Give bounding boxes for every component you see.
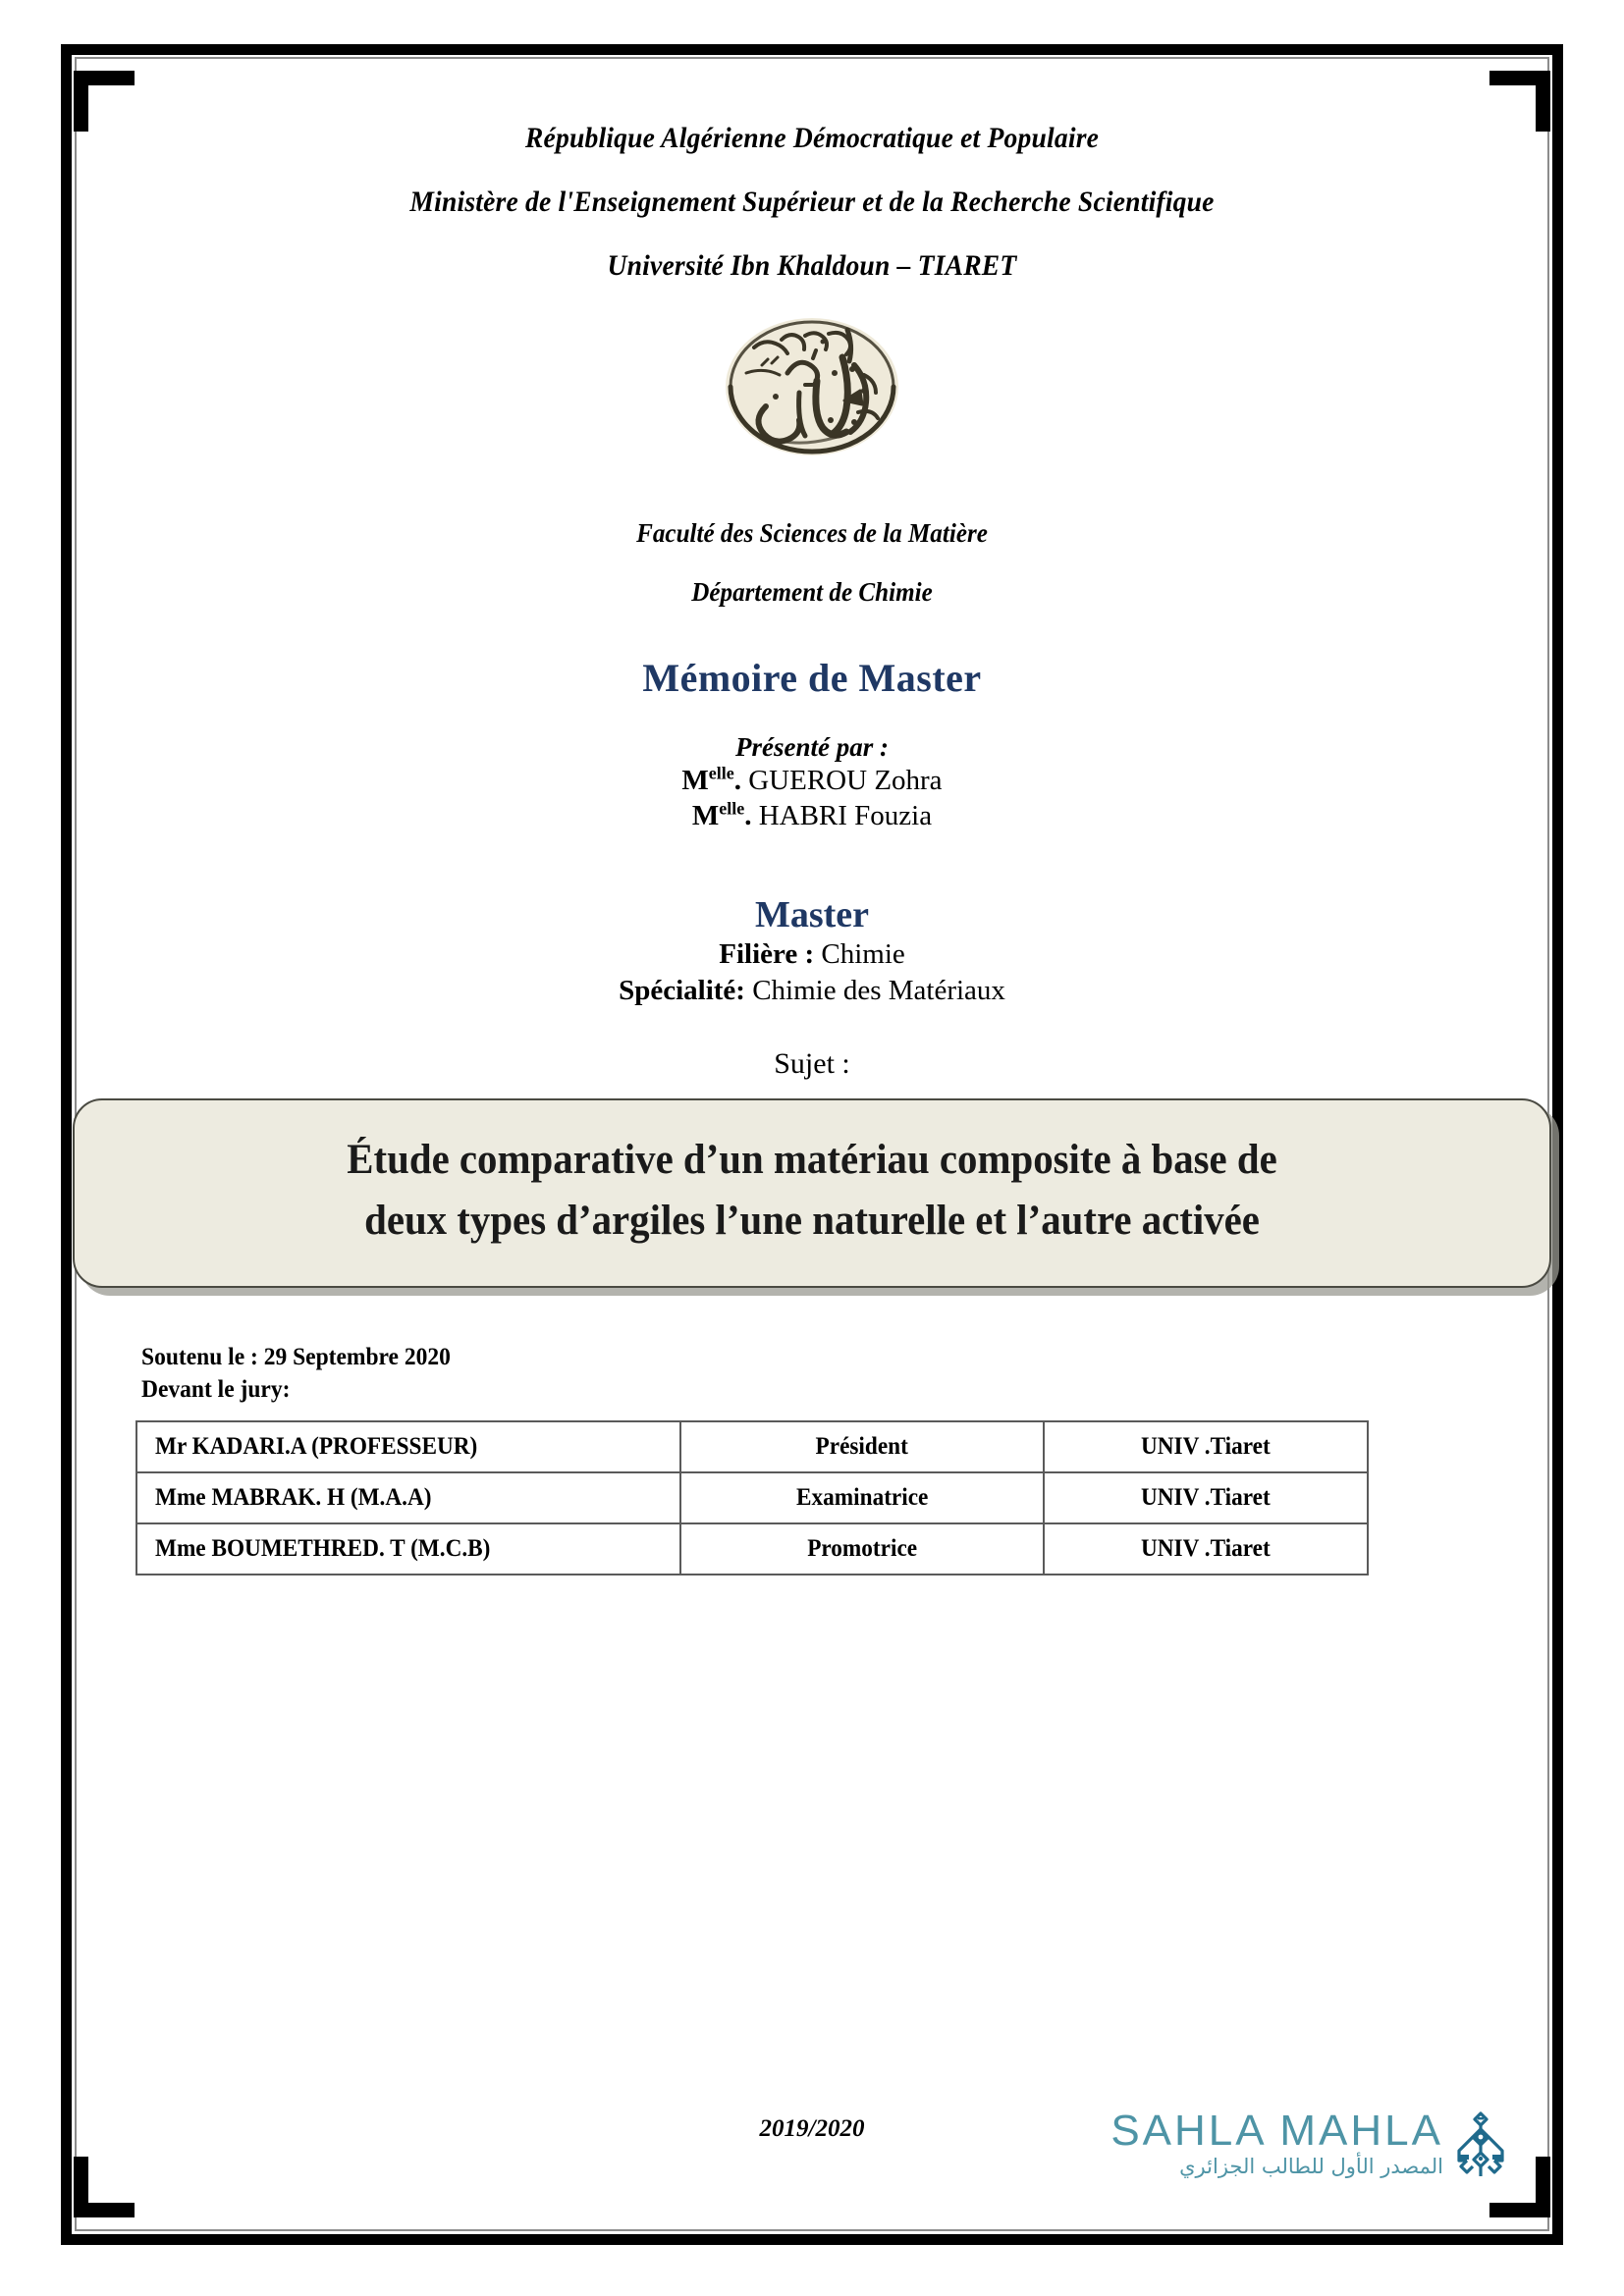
author-title-dot: . <box>744 800 752 832</box>
republic-line: République Algérienne Démocratique et Populaire <box>524 122 1100 154</box>
jury-member-university-text: UNIV .Tiaret <box>1141 1484 1271 1512</box>
thesis-type-heading: Mémoire de Master <box>642 656 982 700</box>
author-entry <box>94 763 1530 798</box>
author-name: HABRI Fouzia <box>758 800 933 832</box>
university-logo-wrap <box>94 304 1530 469</box>
watermark-brand-name: SAHLA MAHLA <box>1110 2107 1443 2155</box>
jury-member-name-text: Mme MABRAK. H (M.A.A) <box>155 1484 432 1512</box>
jury-member-name <box>136 1421 680 1472</box>
table-row <box>136 1472 1368 1523</box>
thesis-title-box-wrap <box>73 1098 1551 1288</box>
sahla-mahla-watermark <box>1110 2109 1512 2182</box>
jury-member-university-text: UNIV .Tiaret <box>1141 1433 1271 1461</box>
thesis-title-box <box>73 1098 1551 1288</box>
page-footer <box>94 2062 1530 2190</box>
table-row <box>136 1421 1368 1472</box>
jury-member-name-text: Mme BOUMETHRED. T (M.C.B) <box>155 1535 491 1563</box>
university-line: Université Ibn Khaldoun – TIARET <box>607 249 1017 282</box>
table-row <box>136 1523 1368 1575</box>
filiere-line <box>94 936 1530 974</box>
degree-heading: Master <box>754 893 870 935</box>
author-title-dot: . <box>733 765 741 796</box>
jury-member-role-text: Examinatrice <box>795 1484 929 1512</box>
author-entry <box>94 798 1530 833</box>
ministry-line: Ministère de l'Enseignement Supérieur et de la Recherche Scientifique <box>409 186 1215 218</box>
jury-member-role <box>680 1421 1044 1472</box>
jury-member-role <box>680 1523 1044 1575</box>
jury-member-name <box>136 1523 680 1575</box>
jury-member-name <box>136 1472 680 1523</box>
filiere-value: Chimie <box>821 937 905 970</box>
jury-table <box>135 1420 1369 1575</box>
jury-member-university-text: UNIV .Tiaret <box>1141 1535 1271 1563</box>
author-title-prefix: M <box>681 765 709 796</box>
jury-member-university <box>1044 1523 1368 1575</box>
jury-member-university <box>1044 1472 1368 1523</box>
jury-member-university <box>1044 1421 1368 1472</box>
author-title-suffix: elle <box>719 798 745 819</box>
watermark-text-group <box>1110 2109 1443 2177</box>
academic-year: 2019/2020 <box>759 2115 865 2142</box>
jury-label: Devant le jury: <box>141 1376 291 1404</box>
watermark-tagline-arabic: المصدر الأول للطالب الجزائري <box>1179 2155 1443 2178</box>
jury-member-role-text: Promotrice <box>807 1535 917 1563</box>
thesis-title-line-2: deux types d’argiles l’une naturelle et l’autre activée <box>364 1198 1260 1245</box>
author-name: GUEROU Zohra <box>748 765 943 796</box>
defense-info <box>141 1341 1446 1408</box>
defense-date: Soutenu le : 29 Septembre 2020 <box>141 1343 451 1370</box>
thesis-title-line-1: Étude comparative d’un matériau composite à base de <box>347 1136 1277 1183</box>
sahla-mahla-logo-icon <box>1449 2109 1512 2182</box>
department-line: Département de Chimie <box>691 577 933 607</box>
jury-member-role-text: Président <box>815 1433 909 1461</box>
cover-content <box>94 79 1530 2208</box>
subject-label: Sujet : <box>774 1046 850 1080</box>
presented-by-label: Présenté par : <box>735 732 889 762</box>
jury-member-role <box>680 1472 1044 1523</box>
faculty-line: Faculté des Sciences de la Matière <box>636 518 988 548</box>
specialite-value: Chimie des Matériaux <box>752 975 1005 1007</box>
author-title-prefix: M <box>691 800 720 832</box>
jury-member-name-text: Mr KADARI.A (PROFESSEUR) <box>155 1433 478 1461</box>
author-title-suffix: elle <box>708 763 734 783</box>
university-emblem-icon <box>707 304 918 469</box>
filiere-label: Filière : <box>719 937 815 970</box>
specialite-label: Spécialité: <box>619 975 745 1007</box>
specialite-line <box>94 973 1530 1010</box>
